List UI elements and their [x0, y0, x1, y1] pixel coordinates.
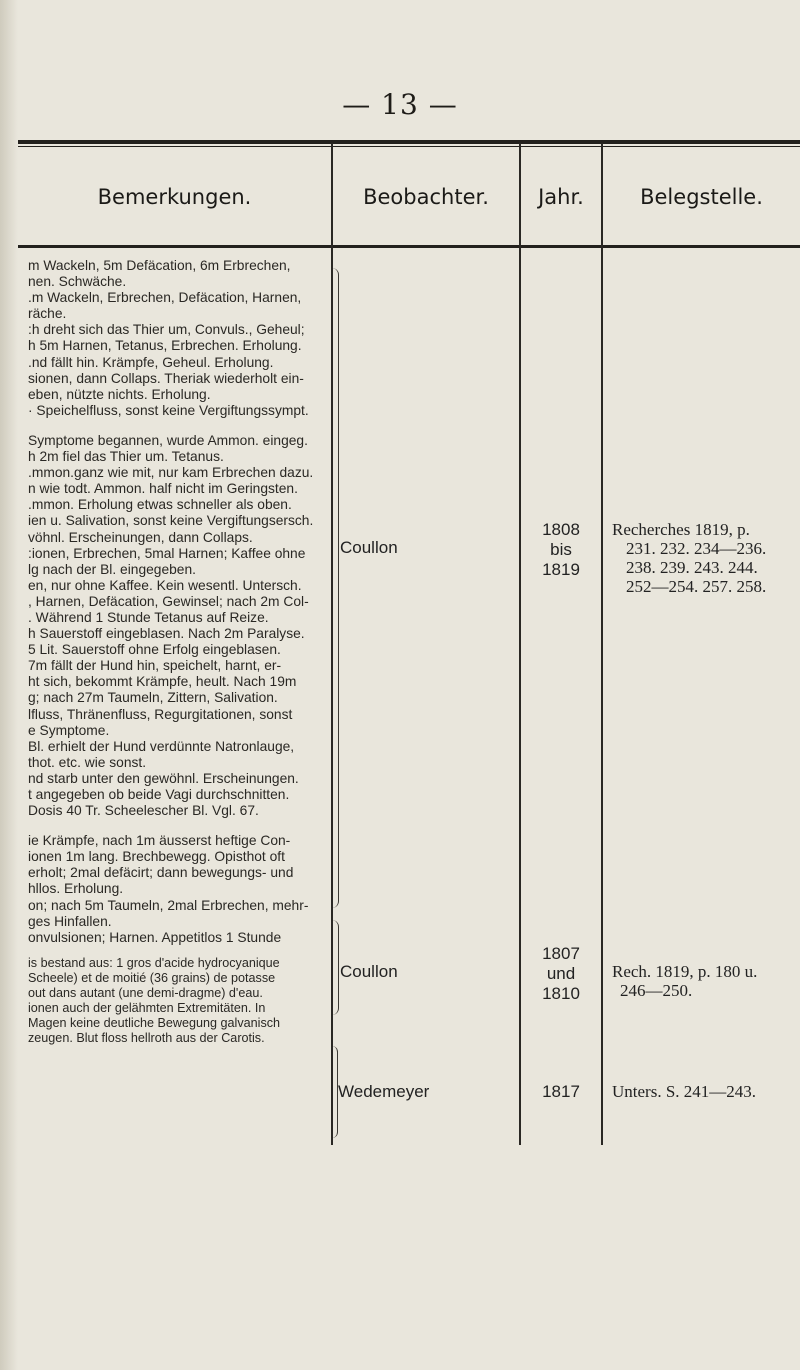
remarks-line: ie Krämpfe, nach 1m äusserst heftige Con- [28, 833, 291, 849]
entry-observer: Coullon [340, 962, 398, 981]
remarks-line: h 5m Harnen, Tetanus, Erbrechen. Erholung. [28, 338, 302, 354]
remarks-line: zeugen. Blut floss hellroth aus der Carotis. [28, 1030, 265, 1045]
remarks-line: h 2m fiel das Thier um. Tetanus. [28, 449, 224, 465]
year-to: 1810 [542, 984, 580, 1003]
remarks-line: .mmon.ganz wie mit, nur kam Erbrechen dazu. [28, 465, 314, 481]
remarks-block [28, 433, 328, 819]
remarks-line: .mmon. Erholung etwas schneller als oben. [28, 497, 292, 513]
year-to: 1819 [542, 560, 580, 579]
entry-observer: Wedemeyer [338, 1082, 430, 1101]
entry-year: 1817 [542, 1082, 580, 1101]
year-from: 1807 [542, 944, 580, 963]
remarks-line: sionen, dann Collaps. Theriak wiederholt ein- [28, 370, 304, 386]
remarks-column [28, 258, 328, 1046]
entry-reference [612, 520, 766, 596]
reference-line: 231. 232. 234—236. [626, 539, 767, 558]
entry-reference [612, 962, 757, 1000]
header-rule [18, 245, 800, 248]
page-number: — 13 — [342, 88, 458, 121]
remarks-line: 7m fällt der Hund hin, speichelt, harnt, er- [28, 658, 282, 674]
remarks-line: m Wackeln, 5m Defäcation, 6m Erbrechen, [28, 258, 291, 273]
header-reference: Belegstelle. [640, 185, 763, 209]
remarks-line: Magen keine deutliche Bewegung galvanisch [28, 1015, 281, 1030]
remarks-block [28, 258, 328, 419]
entry-year [521, 520, 601, 580]
remarks-line: · Speichelfluss, sonst keine Vergiftungssympt. [28, 402, 309, 418]
remarks-block [28, 956, 328, 1046]
remarks-line: ionen 1m lang. Brechbewegg. Opisthot oft [28, 849, 285, 865]
remarks-line: Symptome begannen, wurde Ammon. eingeg. [28, 432, 308, 448]
remarks-line: Scheele) et de moitié (36 grains) de potasse [28, 970, 276, 985]
entry-bracket [332, 920, 339, 1015]
year-link: und [546, 964, 576, 983]
entry-observer: Coullon [340, 538, 398, 557]
reference-line: Unters. S. 241—243. [612, 1082, 757, 1101]
remarks-line: onvulsionen; Harnen. Appetitlos 1 Stunde [28, 929, 282, 945]
column-divider-year [601, 143, 603, 1145]
reference-line: 246—250. [620, 981, 693, 1000]
remarks-line: is bestand aus: 1 gros d'acide hydrocyanique [28, 955, 280, 970]
entry-reference [612, 1082, 756, 1101]
remarks-line: :h dreht sich das Thier um, Convuls., Geheul; [28, 322, 305, 338]
reference-line: Rech. 1819, p. 180 u. [612, 962, 758, 981]
header-remarks: Bemerkungen. [97, 185, 252, 209]
remarks-line: hllos. Erholung. [28, 881, 124, 897]
remarks-line: eben, nützte nichts. Erholung. [28, 386, 211, 402]
remarks-line: t angegeben ob beide Vagi durchschnitten. [28, 787, 290, 802]
header-observer: Beobachter. [363, 185, 489, 209]
remarks-line: , Harnen, Defäcation, Gewinsel; nach 2m Col- [28, 593, 309, 609]
remarks-line: ien u. Salivation, sonst keine Vergiftungsersch. [28, 513, 314, 529]
table-top-rule-thin [18, 146, 800, 147]
reference-line: 252—254. 257. 258. [626, 577, 767, 596]
entry-bracket [332, 268, 339, 908]
remarks-line: g; nach 27m Taumeln, Zittern, Salivation. [28, 690, 278, 706]
table-top-rule [18, 140, 800, 144]
remarks-line: thot. etc. wie sonst. [28, 754, 147, 770]
remarks-line: out dans autant (une demi-dragme) d'eau. [28, 985, 263, 1000]
reference-line: 238. 239. 243. 244. [626, 558, 758, 577]
entry-year [521, 944, 601, 1004]
remarks-line: .m Wackeln, Erbrechen, Defäcation, Harnen, [28, 290, 302, 306]
year-link: bis [550, 540, 572, 559]
remarks-line: :ionen, Erbrechen, 5mal Harnen; Kaffee ohne [28, 545, 306, 561]
remarks-line: lg nach der Bl. eingegeben. [28, 561, 196, 577]
remarks-line: ionen auch der gelähmten Extremitäten. In [28, 1000, 266, 1015]
remarks-line: vöhnl. Erscheinungen, dann Collaps. [28, 529, 253, 545]
remarks-line: ges Hinfallen. [28, 913, 112, 929]
remarks-line: Bl. erhielt der Hund verdünnte Natronlauge, [28, 738, 295, 754]
reference-line: Recherches 1819, p. [612, 520, 750, 539]
remarks-line: en, nur ohne Kaffee. Kein wesentl. Untersch. [28, 577, 302, 593]
remarks-line: n wie todt. Ammon. half nicht im Geringsten. [28, 481, 298, 497]
remarks-line: 5 Lit. Sauerstoff ohne Erfolg eingeblasen. [28, 642, 281, 658]
remarks-line: lfluss, Thränenfluss, Regurgitationen, sonst [28, 706, 293, 722]
remarks-line: on; nach 5m Taumeln, 2mal Erbrechen, mehr- [28, 897, 309, 913]
remarks-line: Dosis 40 Tr. Scheelescher Bl. Vgl. 67. [28, 803, 259, 819]
header-year: Jahr. [538, 185, 584, 209]
remarks-line: e Symptome. [28, 722, 110, 738]
remarks-line: erholt; 2mal defäcirt; dann bewegungs- und [28, 865, 294, 881]
remarks-block [28, 833, 328, 946]
remarks-line: ht sich, bekommt Krämpfe, heult. Nach 19m [28, 674, 297, 690]
remarks-line: nd starb unter den gewöhnl. Erscheinungen. [28, 770, 299, 786]
year-from: 1808 [542, 520, 580, 539]
remarks-line: nen. Schwäche. [28, 274, 127, 290]
page-edge [0, 0, 18, 1370]
remarks-line: räche. [28, 306, 67, 322]
remarks-line: . Während 1 Stunde Tetanus auf Reize. [28, 609, 269, 625]
remarks-line: h Sauerstoff eingeblasen. Nach 2m Paralyse. [28, 626, 305, 642]
remarks-line: .nd fällt hin. Krämpfe, Geheul. Erholung. [28, 354, 274, 370]
